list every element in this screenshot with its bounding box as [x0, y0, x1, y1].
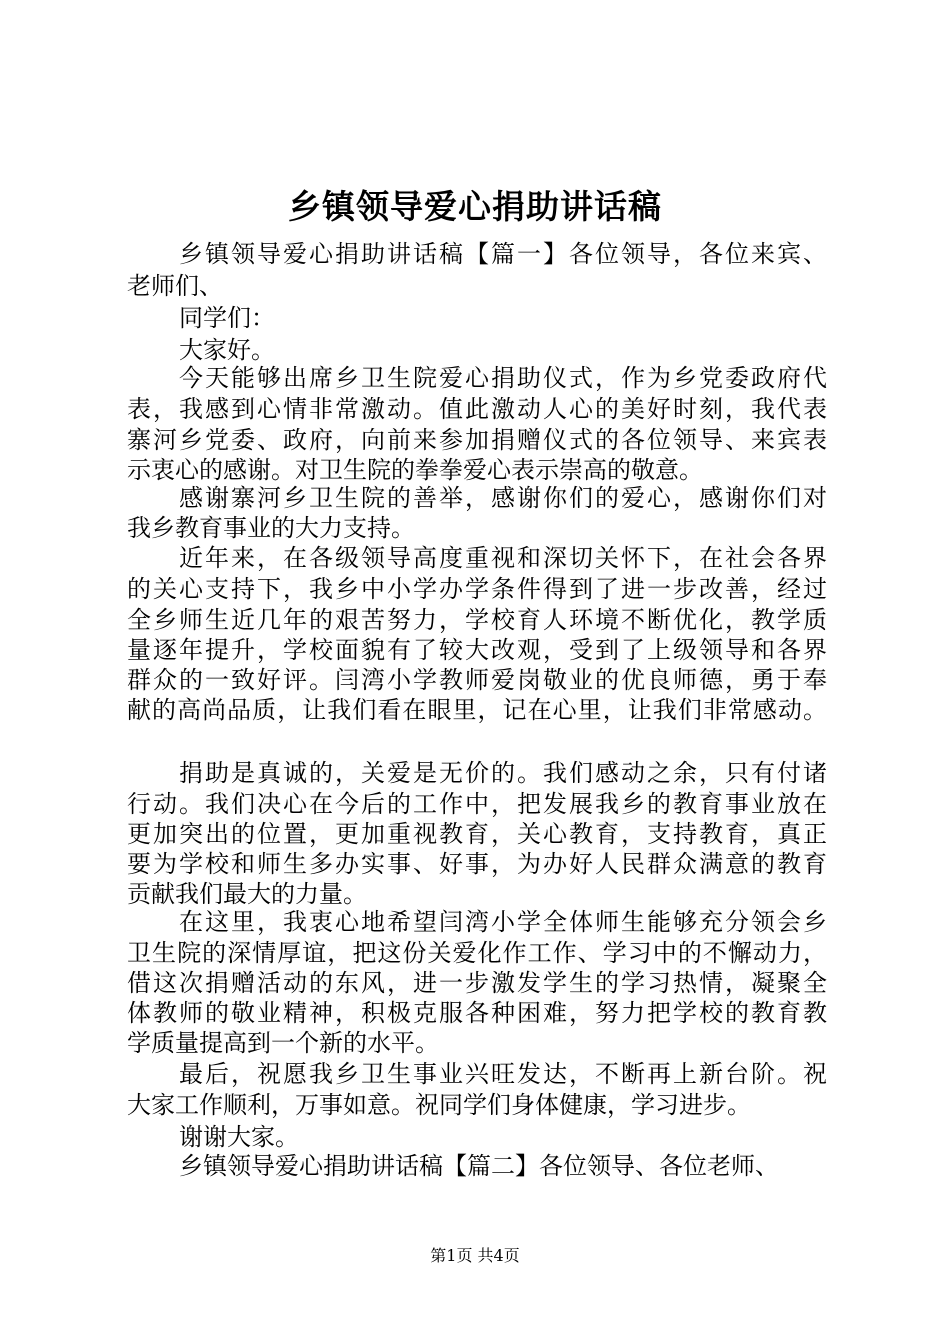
text-line: 群众的一致好评。闫湾小学教师爱岗敬业的优良师德，勇于奉 [127, 666, 827, 694]
text-line: 老师们、 [127, 272, 223, 300]
page-number: 第1页 共4页 [430, 1246, 520, 1265]
text-line: 同学们： [179, 304, 275, 332]
text-line: 示衷心的感谢。对卫生院的拳拳爱心表示崇高的敬意。 [127, 456, 703, 484]
text-line: 乡镇领导爱心捐助讲话稿【篇一】各位领导，各位来宾、 [179, 240, 827, 268]
text-line: 我乡教育事业的大力支持。 [127, 514, 415, 542]
text-line: 乡镇领导爱心捐助讲话稿【篇二】各位领导、各位老师、 [179, 1152, 779, 1180]
text-line: 谢谢大家。 [179, 1123, 299, 1151]
text-line: 今天能够出席乡卫生院爱心捐助仪式，作为乡党委政府代 [179, 364, 827, 392]
text-line: 感谢寨河乡卫生院的善举，感谢你们的爱心，感谢你们对 [179, 484, 827, 512]
text-line: 大家工作顺利，万事如意。祝同学们身体健康，学习进步。 [127, 1091, 751, 1119]
text-line: 献的高尚品质，让我们看在眼里，记在心里，让我们非常感动。 [127, 696, 827, 724]
document-title: 乡镇领导爱心捐助讲话稿 [288, 187, 662, 226]
text-line: 近年来，在各级领导高度重视和深切关怀下，在社会各界 [179, 544, 827, 572]
text-line: 全乡师生近几年的艰苦努力，学校育人环境不断优化，教学质 [127, 606, 827, 634]
text-line: 学质量提高到一个新的水平。 [127, 1029, 439, 1057]
text-line: 要为学校和师生多办实事、好事，为办好人民群众满意的教育 [127, 850, 827, 878]
text-line: 寨河乡党委、政府，向前来参加捐赠仪式的各位领导、来宾表 [127, 426, 827, 454]
text-line: 捐助是真诚的，关爱是无价的。我们感动之余，只有付诸 [179, 759, 827, 787]
text-line: 贡献我们最大的力量。 [127, 880, 367, 908]
text-line: 在这里，我衷心地希望闫湾小学全体师生能够充分领会乡 [179, 908, 827, 936]
text-line: 卫生院的深情厚谊，把这份关爱化作工作、学习中的不懈动力， [127, 939, 827, 967]
text-line: 大家好。 [179, 336, 275, 364]
text-line: 体教师的敬业精神，积极克服各种困难，努力把学校的教育教 [127, 999, 827, 1027]
text-line: 的关心支持下，我乡中小学办学条件得到了进一步改善，经过 [127, 575, 827, 603]
text-line: 表，我感到心情非常激动。值此激动人心的美好时刻，我代表 [127, 395, 827, 423]
text-line: 更加突出的位置，更加重视教育，关心教育，支持教育，真正 [127, 820, 827, 848]
text-line: 借这次捐赠活动的东风，进一步激发学生的学习热情，凝聚全 [127, 969, 827, 997]
text-line: 量逐年提升，学校面貌有了较大改观，受到了上级领导和各界 [127, 636, 827, 664]
text-line: 最后，祝愿我乡卫生事业兴旺发达，不断再上新台阶。祝 [179, 1060, 827, 1088]
text-line: 行动。我们决心在今后的工作中，把发展我乡的教育事业放在 [127, 790, 827, 818]
